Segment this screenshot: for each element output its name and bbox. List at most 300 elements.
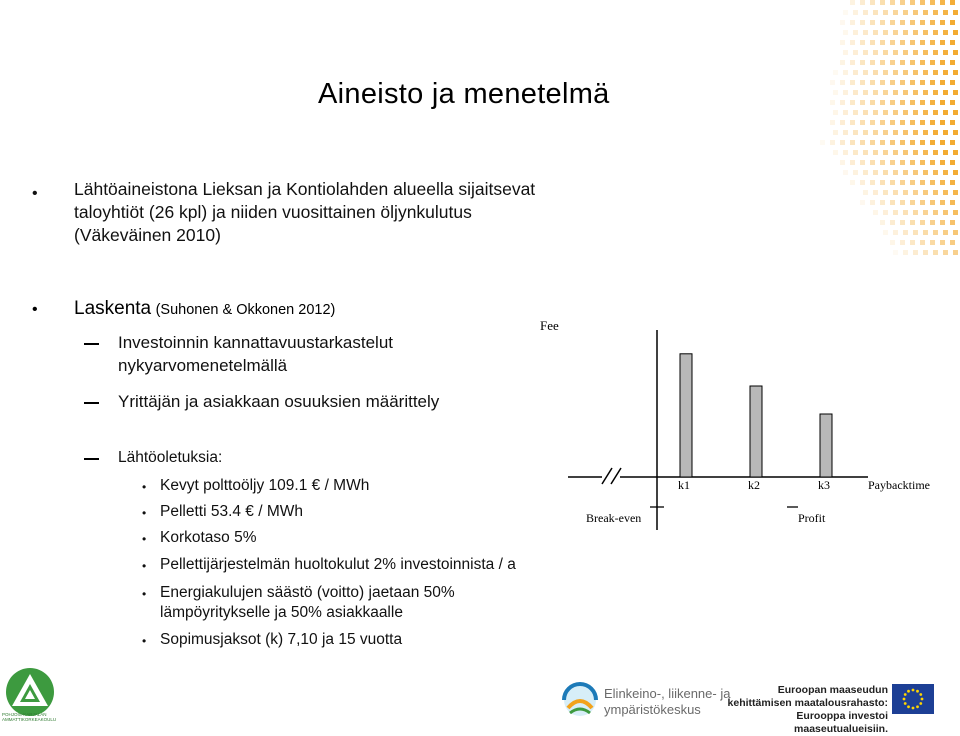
pattern-square: [880, 180, 885, 185]
pattern-square: [840, 80, 845, 85]
pattern-square: [850, 60, 855, 65]
pattern-square: [903, 250, 908, 255]
pattern-square: [943, 170, 948, 175]
pattern-square: [843, 90, 848, 95]
pattern-square: [950, 140, 955, 145]
pattern-square: [840, 140, 845, 145]
pattern-square: [863, 50, 868, 55]
pattern-square: [903, 210, 908, 215]
pattern-square: [830, 120, 835, 125]
pattern-square: [940, 120, 945, 125]
pattern-square: [843, 30, 848, 35]
dash-marker: [84, 458, 99, 460]
pattern-square: [900, 220, 905, 225]
pattern-square: [893, 50, 898, 55]
pattern-square: [930, 140, 935, 145]
bullet1-line1: Lähtöaineistona Lieksan ja Kontiolahden alueella sijaitsevat: [74, 179, 536, 199]
pattern-square: [870, 60, 875, 65]
pattern-square: [883, 90, 888, 95]
pattern-square: [913, 250, 918, 255]
ely-logo: [560, 682, 600, 718]
pattern-square: [883, 50, 888, 55]
eu-star: [921, 698, 924, 701]
pattern-square: [890, 60, 895, 65]
pattern-square: [920, 200, 925, 205]
pattern-square: [903, 230, 908, 235]
pattern-square: [940, 240, 945, 245]
pattern-square: [890, 200, 895, 205]
dash-shares: Yrittäjän ja asiakkaan osuuksien määrittely: [118, 392, 440, 411]
pattern-square: [923, 170, 928, 175]
pattern-square: [920, 240, 925, 245]
eu-star: [919, 693, 922, 696]
bullet-marker: •: [32, 185, 38, 202]
pattern-square: [860, 200, 865, 205]
pattern-square: [920, 140, 925, 145]
pattern-square: [933, 230, 938, 235]
eu-star: [919, 702, 922, 705]
pattern-square: [933, 210, 938, 215]
pattern-square: [900, 0, 905, 5]
pattern-square: [903, 10, 908, 15]
pattern-square: [850, 120, 855, 125]
pattern-square: [923, 130, 928, 135]
pattern-square: [903, 30, 908, 35]
eu-star: [904, 693, 907, 696]
pattern-square: [903, 90, 908, 95]
pattern-square: [833, 90, 838, 95]
bar-k2: [750, 386, 762, 477]
pattern-square: [920, 40, 925, 45]
pattern-square: [883, 150, 888, 155]
pattern-square: [933, 10, 938, 15]
pattern-square: [950, 100, 955, 105]
pattern-square: [890, 240, 895, 245]
pattern-square: [903, 130, 908, 135]
pattern-square: [850, 80, 855, 85]
pattern-square: [900, 100, 905, 105]
pattern-square: [910, 200, 915, 205]
pattern-square: [853, 110, 858, 115]
pattern-square: [873, 130, 878, 135]
pattern-square: [843, 110, 848, 115]
pattern-square: [840, 120, 845, 125]
pattern-square: [920, 20, 925, 25]
pattern-square: [853, 130, 858, 135]
pattern-square: [930, 60, 935, 65]
eu-star: [916, 705, 919, 708]
pattern-square: [863, 70, 868, 75]
pattern-square: [943, 110, 948, 115]
assumption-contracts: Sopimusjaksot (k) 7,10 ja 15 vuotta: [160, 631, 403, 648]
pattern-square: [930, 100, 935, 105]
pattern-square: [953, 110, 958, 115]
pattern-square: [890, 80, 895, 85]
pattern-square: [860, 160, 865, 165]
pattern-square: [903, 110, 908, 115]
pattern-square: [870, 200, 875, 205]
axis-break: [611, 468, 621, 484]
pattern-square: [950, 200, 955, 205]
pattern-square: [890, 120, 895, 125]
pattern-square: [943, 250, 948, 255]
pattern-square: [840, 160, 845, 165]
pattern-square: [853, 90, 858, 95]
pattern-square: [930, 0, 935, 5]
pattern-square: [923, 190, 928, 195]
assumption-maintenance: Pellettijärjestelmän huoltokulut 2% investoinnista / a: [160, 556, 516, 573]
pattern-square: [870, 80, 875, 85]
ely-line2: ympäristökeskus: [604, 702, 701, 717]
pattern-square: [900, 80, 905, 85]
pattern-square: [940, 0, 945, 5]
pattern-square: [953, 70, 958, 75]
pattern-square: [953, 150, 958, 155]
pattern-square: [893, 10, 898, 15]
pattern-square: [910, 180, 915, 185]
pattern-square: [930, 160, 935, 165]
pattern-square: [923, 210, 928, 215]
pattern-square: [860, 80, 865, 85]
pattern-square: [860, 180, 865, 185]
tick-k1: k1: [678, 478, 690, 492]
axis-break: [602, 468, 612, 484]
pattern-square: [930, 220, 935, 225]
pattern-square: [943, 190, 948, 195]
pattern-square: [943, 130, 948, 135]
pattern-square: [840, 60, 845, 65]
dash1-line1: Investoinnin kannattavuustarkastelut: [118, 333, 394, 352]
bullet1-line3: (Väkeväinen 2010): [74, 225, 221, 245]
pattern-square: [880, 40, 885, 45]
eu-star: [904, 702, 907, 705]
pattern-square: [873, 90, 878, 95]
dash-assumptions: Lähtöoletuksia:: [118, 449, 223, 466]
pattern-square: [933, 70, 938, 75]
pattern-square: [913, 150, 918, 155]
pattern-square: [930, 20, 935, 25]
pattern-square: [833, 150, 838, 155]
break-even-label: Break-even: [586, 511, 642, 525]
pattern-square: [930, 120, 935, 125]
pattern-square: [863, 10, 868, 15]
pattern-square: [900, 160, 905, 165]
pattern-square: [953, 210, 958, 215]
pattern-square: [870, 180, 875, 185]
pattern-square: [910, 60, 915, 65]
pattern-square: [933, 110, 938, 115]
pattern-square: [890, 20, 895, 25]
pattern-square: [953, 10, 958, 15]
assumption-savings-line2: lämpöyritykselle ja 50% asiakkaalle: [160, 604, 403, 621]
pattern-square: [923, 30, 928, 35]
pattern-square: [910, 160, 915, 165]
pattern-square: [923, 10, 928, 15]
pattern-square: [913, 110, 918, 115]
pattern-square: [940, 200, 945, 205]
pattern-square: [893, 150, 898, 155]
dash1-line2: nykyarvomenetelmällä: [118, 356, 288, 375]
pattern-square: [873, 50, 878, 55]
pattern-square: [893, 90, 898, 95]
assumption-interest: Korkotaso 5%: [160, 529, 257, 546]
pattern-square: [890, 180, 895, 185]
dash-investment: [118, 332, 538, 376]
bar-k1: [680, 354, 692, 477]
pattern-square: [940, 180, 945, 185]
pattern-square: [913, 70, 918, 75]
pattern-square: [860, 60, 865, 65]
assumption-oil: Kevyt polttoöljy 109.1 € / MWh: [160, 477, 370, 494]
pattern-square: [850, 180, 855, 185]
pattern-square: [910, 80, 915, 85]
pattern-square: [910, 40, 915, 45]
payback-diagram: [540, 312, 950, 532]
pattern-square: [940, 20, 945, 25]
pattern-square: [830, 140, 835, 145]
tick-k3: k3: [818, 478, 830, 492]
pattern-square: [913, 90, 918, 95]
pattern-square: [940, 220, 945, 225]
eu-star: [916, 690, 919, 693]
pattern-square: [893, 250, 898, 255]
pattern-square: [863, 190, 868, 195]
pattern-square: [860, 100, 865, 105]
tick-k2: k2: [748, 478, 760, 492]
pattern-square: [923, 250, 928, 255]
pattern-square: [860, 20, 865, 25]
pattern-square: [883, 210, 888, 215]
pattern-square: [930, 240, 935, 245]
ely-line1: Elinkeino-, liikenne- ja: [604, 686, 731, 701]
pattern-square: [910, 220, 915, 225]
pattern-square: [880, 100, 885, 105]
pattern-square: [893, 230, 898, 235]
pkamk-text: POHJOIS-KARJALAN AMMATTIKORKEAKOULU: [2, 712, 57, 722]
dash-marker: [84, 402, 99, 404]
eu-star: [912, 689, 915, 692]
pattern-square: [950, 20, 955, 25]
pattern-square: [920, 60, 925, 65]
pattern-square: [933, 170, 938, 175]
pattern-square: [923, 110, 928, 115]
pattern-square: [863, 90, 868, 95]
pattern-square: [930, 180, 935, 185]
bullet-marker: •: [142, 506, 147, 520]
pattern-square: [903, 70, 908, 75]
pattern-square: [883, 70, 888, 75]
pattern-square: [933, 150, 938, 155]
pattern-square: [900, 40, 905, 45]
eafrd-line1: Euroopan maaseudun: [777, 684, 888, 696]
pattern-square: [890, 100, 895, 105]
pattern-square: [880, 60, 885, 65]
pattern-square: [853, 150, 858, 155]
pattern-square: [850, 20, 855, 25]
pattern-square: [853, 170, 858, 175]
pattern-square: [883, 170, 888, 175]
pattern-square: [950, 220, 955, 225]
pattern-square: [900, 240, 905, 245]
pattern-square: [910, 100, 915, 105]
bullet-calculation: [32, 298, 558, 320]
pattern-square: [950, 60, 955, 65]
eafrd-line3: Eurooppa investoi maaseutualueisiin.: [794, 710, 888, 735]
pattern-square: [920, 100, 925, 105]
pattern-square: [943, 70, 948, 75]
pattern-square: [910, 20, 915, 25]
pattern-square: [870, 40, 875, 45]
pattern-square: [953, 170, 958, 175]
pattern-square: [873, 190, 878, 195]
bullet-marker: •: [142, 480, 147, 494]
pattern-square: [943, 210, 948, 215]
eu-star: [907, 705, 910, 708]
pattern-square: [943, 230, 948, 235]
bullet-marker: •: [142, 532, 147, 546]
pattern-square: [940, 160, 945, 165]
pattern-square: [900, 140, 905, 145]
pattern-square: [840, 20, 845, 25]
eu-star: [907, 690, 910, 693]
pattern-square: [900, 120, 905, 125]
pattern-square: [950, 160, 955, 165]
pattern-square: [903, 50, 908, 55]
pattern-square: [920, 160, 925, 165]
pattern-square: [863, 130, 868, 135]
pattern-square: [863, 170, 868, 175]
pattern-square: [880, 80, 885, 85]
pattern-square: [943, 90, 948, 95]
pattern-square: [913, 30, 918, 35]
ely-text: [604, 686, 730, 718]
eu-star: [903, 698, 906, 701]
pattern-square: [830, 80, 835, 85]
pattern-square: [840, 40, 845, 45]
pattern-square: [900, 180, 905, 185]
pattern-square: [920, 120, 925, 125]
pattern-square: [913, 170, 918, 175]
pattern-square: [913, 50, 918, 55]
pattern-square: [903, 150, 908, 155]
bullet2-heading: Laskenta: [74, 298, 152, 319]
pattern-square: [893, 190, 898, 195]
pattern-square: [833, 130, 838, 135]
pattern-square: [953, 130, 958, 135]
pattern-square: [863, 110, 868, 115]
pattern-square: [843, 170, 848, 175]
pattern-square: [933, 90, 938, 95]
pattern-square: [950, 180, 955, 185]
pattern-square: [820, 140, 825, 145]
pattern-square: [923, 50, 928, 55]
pattern-square: [953, 90, 958, 95]
pattern-square: [843, 130, 848, 135]
pattern-square: [910, 0, 915, 5]
pattern-square: [953, 50, 958, 55]
pattern-square: [940, 40, 945, 45]
pattern-square: [883, 30, 888, 35]
pattern-square: [850, 0, 855, 5]
pattern-square: [943, 50, 948, 55]
pattern-square: [890, 160, 895, 165]
pattern-square: [833, 70, 838, 75]
pattern-square: [863, 150, 868, 155]
bar-k3: [820, 414, 832, 477]
bullet-data-source: [32, 178, 638, 247]
profit-label: Profit: [798, 511, 826, 525]
pattern-square: [870, 100, 875, 105]
pattern-square: [843, 150, 848, 155]
pattern-square: [900, 60, 905, 65]
pattern-square: [870, 120, 875, 125]
pattern-square: [920, 180, 925, 185]
pattern-square: [873, 10, 878, 15]
pattern-square: [940, 140, 945, 145]
pattern-square: [840, 100, 845, 105]
assumption-savings-line1: Energiakulujen säästö (voitto) jaetaan 50%: [160, 584, 455, 601]
bullet-marker: •: [142, 587, 147, 601]
pattern-square: [843, 50, 848, 55]
pattern-square: [930, 80, 935, 85]
pattern-square: [863, 30, 868, 35]
pattern-square: [883, 190, 888, 195]
pattern-square: [890, 220, 895, 225]
pattern-square: [883, 110, 888, 115]
pattern-square: [880, 200, 885, 205]
pattern-square: [900, 200, 905, 205]
pattern-square: [850, 40, 855, 45]
pattern-square: [950, 120, 955, 125]
pattern-square: [903, 190, 908, 195]
pattern-square: [870, 20, 875, 25]
pattern-square: [850, 100, 855, 105]
pattern-square: [843, 70, 848, 75]
pattern-square: [950, 240, 955, 245]
pattern-square: [920, 0, 925, 5]
pattern-square: [873, 30, 878, 35]
bullet1-line2: taloyhtiöt (26 kpl) ja niiden vuosittainen öljynkulutus: [74, 202, 472, 222]
fee-label: Fee: [540, 318, 559, 333]
pattern-square: [940, 60, 945, 65]
pattern-square: [880, 160, 885, 165]
pattern-square: [953, 190, 958, 195]
pattern-square: [943, 10, 948, 15]
pattern-square: [953, 230, 958, 235]
pattern-square: [873, 110, 878, 115]
pattern-square: [923, 230, 928, 235]
bullet-marker: •: [142, 559, 147, 573]
pattern-square: [953, 30, 958, 35]
pattern-square: [893, 30, 898, 35]
pattern-square: [903, 170, 908, 175]
pattern-square: [923, 90, 928, 95]
pattern-square: [943, 150, 948, 155]
pattern-square: [893, 210, 898, 215]
pattern-square: [930, 200, 935, 205]
pattern-square: [920, 80, 925, 85]
pattern-square: [923, 150, 928, 155]
pattern-square: [933, 130, 938, 135]
pattern-square: [933, 50, 938, 55]
pattern-square: [913, 130, 918, 135]
pattern-square: [910, 120, 915, 125]
pattern-square: [853, 30, 858, 35]
pattern-square: [893, 170, 898, 175]
assumption-pellet: Pelletti 53.4 € / MWh: [160, 503, 304, 520]
pattern-square: [873, 170, 878, 175]
pattern-square: [893, 70, 898, 75]
